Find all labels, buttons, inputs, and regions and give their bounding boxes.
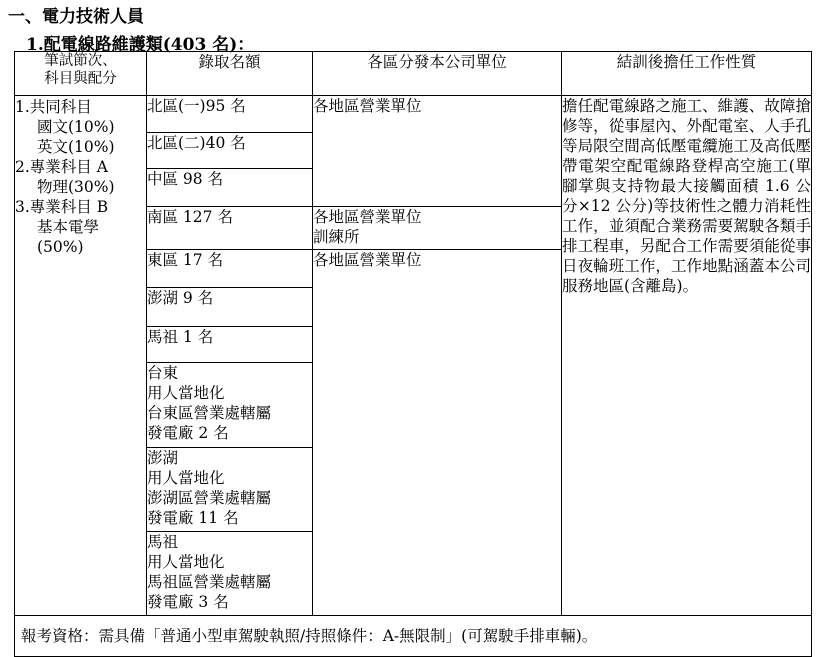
header-row (15, 52, 812, 96)
quota-line: 北區(一)95 名 (147, 97, 246, 115)
quota-cell (147, 532, 313, 616)
unit-cell (313, 207, 562, 250)
header-units: 各區分發本公司單位 (313, 52, 562, 96)
quota-line: 發電廠 3 名 (147, 593, 229, 611)
category-heading: 1.配電線路維護類(403 名)： (26, 35, 255, 55)
unit-line: 各地區營業單位 (313, 208, 422, 226)
quota-line: 北區(二)40 名 (147, 134, 246, 152)
unit-line: 各地區營業單位 (313, 97, 422, 115)
quota-line: 台東區營業處轄屬 (147, 404, 272, 422)
quota-line: 馬祖區營業處轄屬 (147, 573, 272, 591)
quota-line: 馬祖 (147, 533, 179, 551)
quota-line: 發電廠 11 名 (147, 509, 239, 527)
quota-cell (147, 133, 313, 169)
subject-line: 2.專業科目 A (15, 158, 108, 176)
subject-line: 1.共同科目 (15, 98, 92, 116)
duties-cell: 擔任配電線路之施工、維護、故障搶修等，從事屋內、外配電室、人手孔等局限空間高低壓電纜施工及高低壓帶電架空配電線路登桿高空施工(單腳掌與支持物最大接觸面積 1.6 公分×12 公分)等技術性之體力消耗性工作，並須配合業務需要駕駛各類手排工程車，另配合工作需要須能從事日夜輪班工作，工作地點涵蓋本公司服務地區(含離島)。 (562, 96, 812, 616)
header-quota: 錄取名額 (147, 52, 313, 96)
quota-line: 用人當地化 (147, 384, 225, 402)
header-subjects (15, 52, 147, 96)
header-subjects-line: 科目與配分 (44, 71, 117, 87)
unit-cell (313, 96, 562, 207)
unit-cell (313, 250, 562, 616)
section-heading: 一、電力技術人員 (8, 7, 144, 27)
header-subjects-line: 筆試節次、 (44, 53, 117, 69)
quota-cell (147, 250, 313, 288)
quota-line: 馬祖 1 名 (147, 328, 214, 346)
quota-cell (147, 207, 313, 250)
quota-line: 中區 98 名 (147, 170, 224, 188)
quota-cell (147, 327, 313, 363)
quota-cell (147, 96, 313, 133)
quota-cell (147, 363, 313, 448)
subject-line: 英文(10%) (37, 138, 115, 156)
quota-cell (147, 169, 313, 207)
subject-line: 國文(10%) (37, 118, 115, 136)
quota-cell (147, 448, 313, 532)
quota-line: 澎湖區營業處轄屬 (147, 489, 272, 507)
subject-line: 基本電學 (37, 218, 100, 236)
quota-line: 澎湖 9 名 (147, 289, 214, 307)
quota-line: 用人當地化 (147, 469, 225, 487)
quota-line: 澎湖 (147, 449, 179, 467)
unit-line: 各地區營業單位 (313, 251, 422, 269)
quota-line: 台東 (147, 364, 179, 382)
quota-cell (147, 288, 313, 327)
quota-line: 用人當地化 (147, 553, 225, 571)
eligibility-note: 報考資格：需具備「普通小型車駕駛執照/持照條件：A-無限制」(可駕駛手排車輛)。 (15, 616, 812, 657)
quota-line: 發電廠 2 名 (147, 424, 229, 442)
quota-line: 東區 17 名 (147, 251, 224, 269)
subjects-cell (15, 96, 147, 616)
unit-line: 訓練所 (313, 228, 360, 246)
quota-line: 南區 127 名 (147, 208, 233, 226)
recruitment-table (14, 51, 812, 657)
subject-line: (50%) (37, 238, 84, 256)
subject-line: 物理(30%) (37, 178, 115, 196)
subject-line: 3.專業科目 B (15, 198, 109, 216)
header-duties: 結訓後擔任工作性質 (562, 52, 812, 96)
